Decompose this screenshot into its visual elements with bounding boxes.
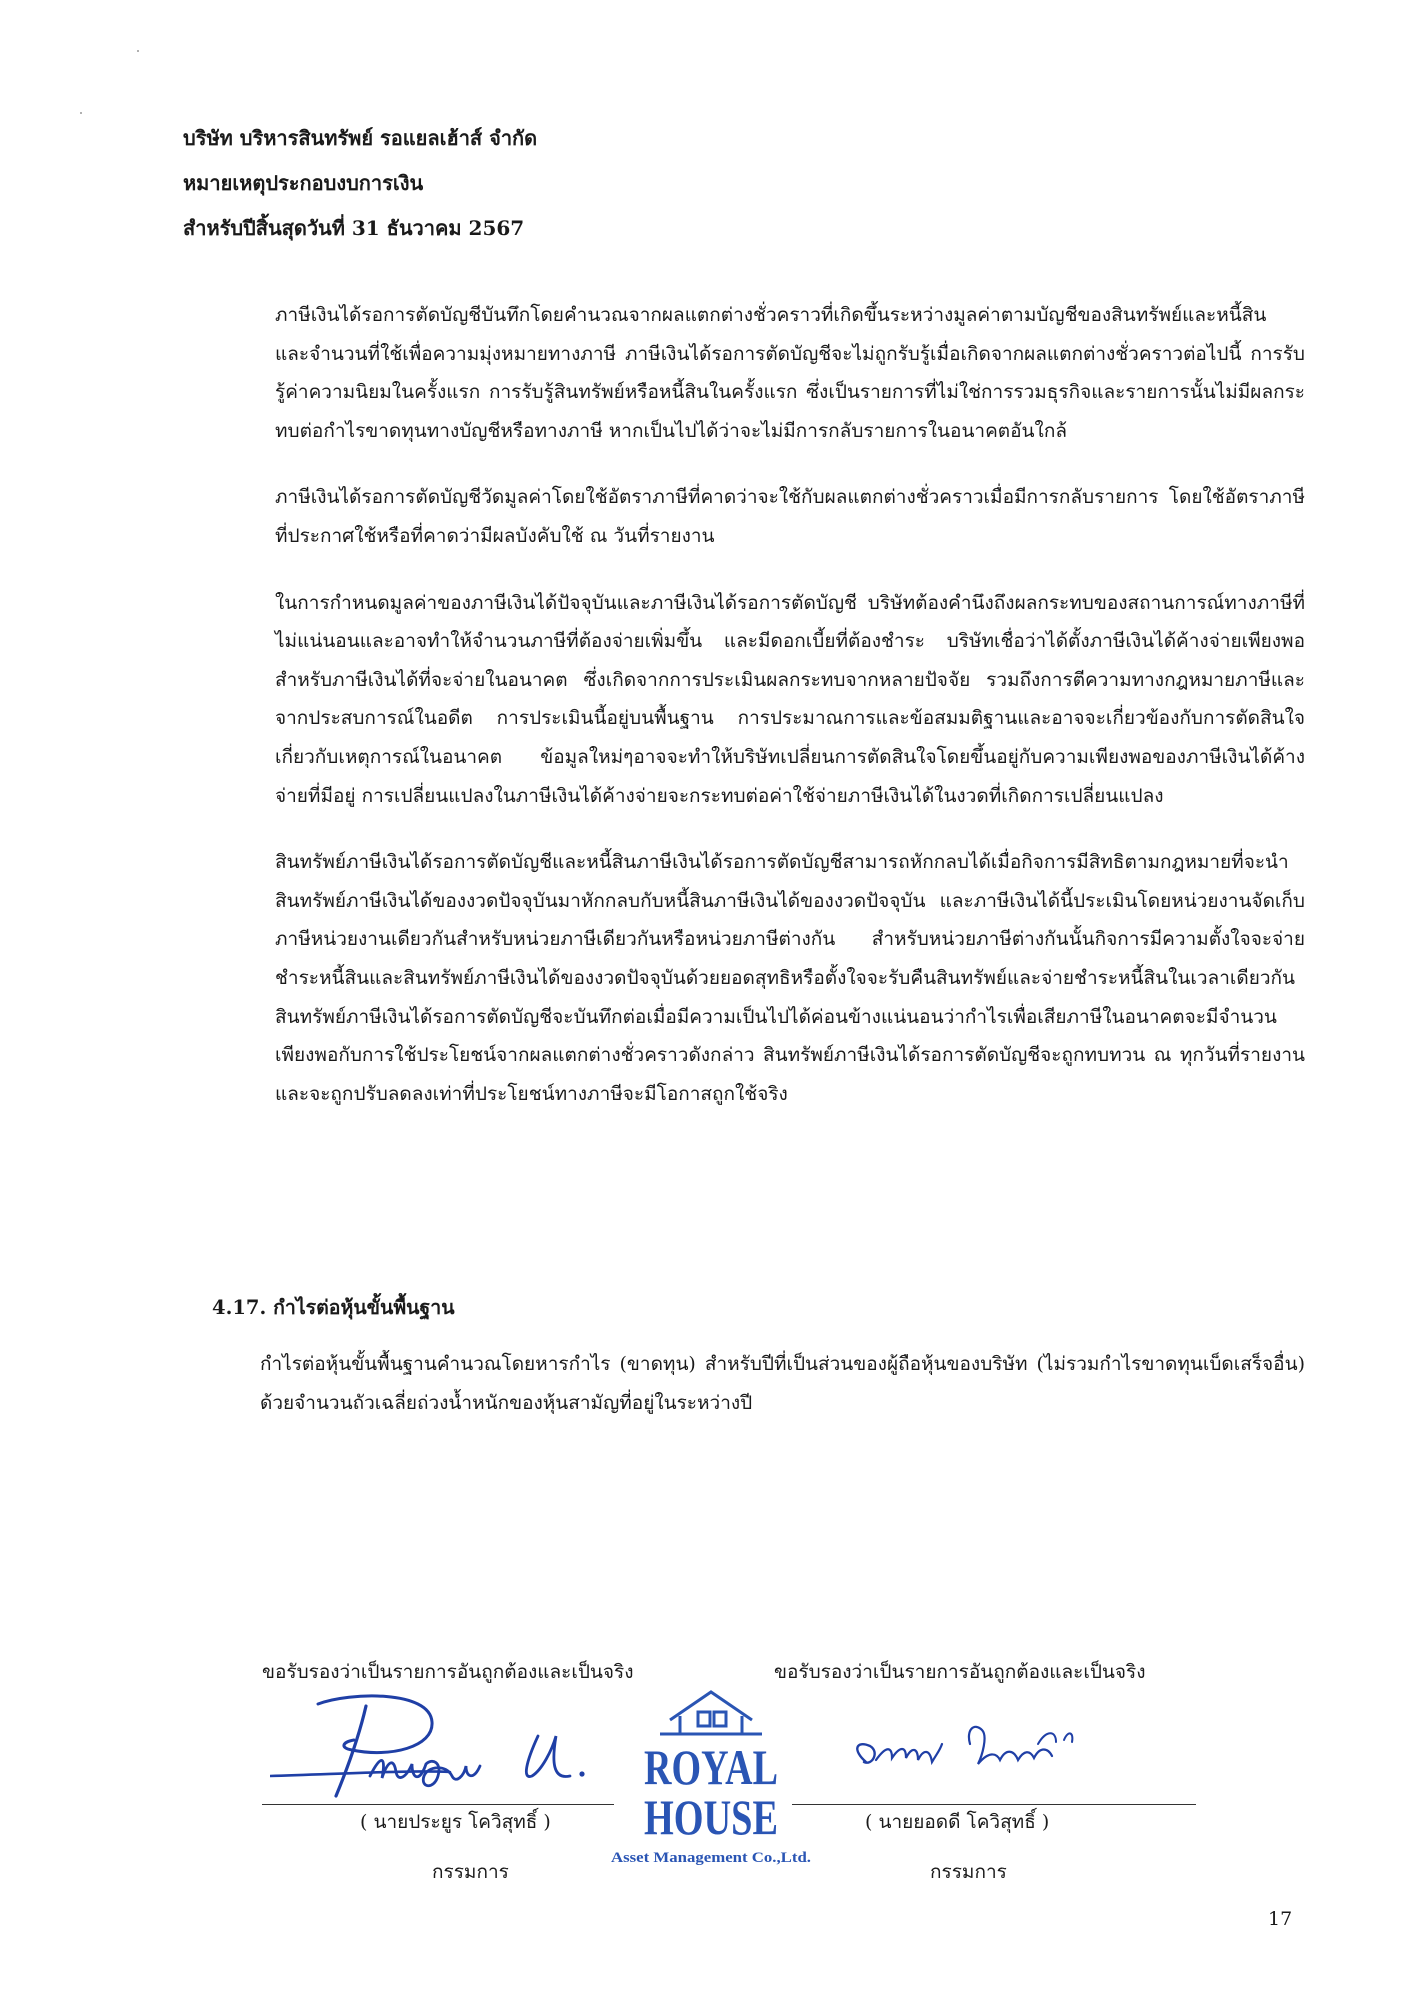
signatory-role-left: กรรมการ — [432, 1861, 509, 1883]
paragraph-offsetting: สินทรัพย์ภาษีเงินได้รอการตัดบัญชีและหนี้สินภาษีเงินได้รอการตัดบัญชีสามารถหักกลบได้เมื่อกิจการมีสิทธิตามกฎหมายที่จะนำสินทรัพย์ภาษีเงินได้ของงวดปัจจุบันมาหักกลบกับหนี้สินภาษีเงินได้ของงวดปัจจุบัน และภาษีเงินได้นี้ประเมินโดยหน่วยงานจัดเก็บภาษีหน่วยงานเดียวกันสำหรับหน่วยภาษีเดียวกันหรือหน่วยภาษีต่างกัน สำหรับหน่วยภาษีต่างกันนั้นกิจการมีความตั้งใจจะจ่ายชำระหนี้สินและสินทรัพย์ภาษีเงินได้ของงวดปัจจุบันด้วยยอดสุทธิหรือตั้งใจจะรับคืนสินทรัพย์และจ่ายชำระหนี้สินในเวลาเดียวกัน สินทรัพย์ภาษีเงินได้รอการตัดบัญชีจะบันทึกต่อเมื่อมีความเป็นไปได้ค่อนข้างแน่นอนว่ากำไรเพื่อเสียภาษีในอนาคตจะมีจำนวนเพียงพอกับการใช้ประโยชน์จากผลแตกต่างชั่วคราวดังกล่าว สินทรัพย์ภาษีเงินได้รอการตัดบัญชีจะถูกทบทวน ณ ทุกวันที่รายงาน และจะถูกปรับลดลงเท่าที่ประโยชน์ทางภาษีจะมีโอกาสถูกใช้จริง — [275, 851, 1305, 1105]
reporting-period: สำหรับปีสิ้นสุดวันที่ 31 ธันวาคม 2567 — [183, 216, 525, 240]
logo-text-house: HOUSE — [644, 1789, 778, 1845]
paragraph-deferred-tax-measurement: ภาษีเงินได้รอการตัดบัญชีวัดมูลค่าโดยใช้อัตราภาษีที่คาดว่าจะใช้กับผลแตกต่างชั่วคราวเมื่อมีการกลับรายการ โดยใช้อัตราภาษีที่ประกาศใช้หรือที่คาดว่ามีผลบังคับใช้ ณ วันที่รายงาน — [275, 486, 1305, 547]
body-content — [275, 296, 1305, 1141]
logo-text-royal: ROYAL — [644, 1739, 778, 1795]
section-body: กำไรต่อหุ้นขั้นพื้นฐานคำนวณโดยหารกำไร (ขาดทุน) สำหรับปีที่เป็นส่วนของผู้ถือหุ้นของบริษัท (ไม่รวมกำไรขาดทุนเบ็ดเสร็จอื่น) ด้วยจำนวนถัวเฉลี่ยถ่วงน้ำหนักของหุ้นสามัญที่อยู่ในระหว่างปี — [260, 1353, 1305, 1414]
signature-right — [842, 1700, 1092, 1800]
certify-text-right: ขอรับรองว่าเป็นรายการอันถูกต้องและเป็นจริง — [774, 1661, 1146, 1683]
logo-text-asset-management: Asset Management Co.,Ltd. — [611, 1850, 812, 1866]
signature-line-left — [262, 1804, 614, 1805]
signature-left — [270, 1692, 620, 1812]
paragraph-deferred-tax-recognition: ภาษีเงินได้รอการตัดบัญชีบันทึกโดยคำนวณจากผลแตกต่างชั่วคราวที่เกิดขึ้นระหว่างมูลค่าตามบัญชีของสินทรัพย์และหนี้สิน และจำนวนที่ใช้เพื่อความมุ่งหมายทางภาษี ภาษีเงินได้รอการตัดบัญชีจะไม่ถูกรับรู้เมื่อเกิดจากผลแตกต่างชั่วคราวต่อไปนี้ การรับรู้ค่าความนิยมในครั้งแรก การรับรู้สินทรัพย์หรือหนี้สินในครั้งแรก ซึ่งเป็นรายการที่ไม่ใช่การรวมธุรกิจและรายการนั้นไม่มีผลกระทบต่อกำไรขาดทุนทางบัญชีหรือทางภาษี หากเป็นไปได้ว่าจะไม่มีการกลับรายการในอนาคตอันใกล้ — [275, 304, 1305, 442]
house-icon — [660, 1692, 762, 1734]
scan-speck — [137, 50, 139, 52]
page-number: 17 — [1268, 1908, 1293, 1930]
document-header — [183, 128, 537, 263]
signatory-name-right: ( นายยอดดี โควิสุทธิ์ ) — [865, 1811, 1050, 1833]
document-title: หมายเหตุประกอบงบการเงิน — [183, 171, 424, 195]
signatory-name-left: ( นายประยูร โควิสุทธิ์ ) — [360, 1811, 551, 1833]
paragraph-uncertain-tax: ในการกำหนดมูลค่าของภาษีเงินได้ปัจจุบันและภาษีเงินได้รอการตัดบัญชี บริษัทต้องคำนึงถึงผลกระทบของสถานการณ์ทางภาษีที่ไม่แน่นอนและอาจทำให้จำนวนภาษีที่ต้องจ่ายเพิ่มขึ้น และมีดอกเบี้ยที่ต้องชำระ บริษัทเชื่อว่าได้ตั้งภาษีเงินได้ค้างจ่ายเพียงพอสำหรับภาษีเงินได้ที่จะจ่ายในอนาคต ซึ่งเกิดจากการประเมินผลกระทบจากหลายปัจจัย รวมถึงการตีความทางกฎหมายภาษีและจากประสบการณ์ในอดีต การประเมินนี้อยู่บนพื้นฐาน การประมาณการและข้อสมมติฐานและอาจจะเกี่ยวข้องกับการตัดสินใจเกี่ยวกับเหตุการณ์ในอนาคต ข้อมูลใหม่ๆอาจจะทำให้บริษัทเปลี่ยนการตัดสินใจโดยขึ้นอยู่กับความเพียงพอของภาษีเงินได้ค้างจ่ายที่มีอยู่ การเปลี่ยนแปลงในภาษีเงินได้ค้างจ่ายจะกระทบต่อค่าใช้จ่ายภาษีเงินได้ในงวดที่เกิดการเปลี่ยนแปลง — [275, 591, 1305, 807]
signature-line-right — [792, 1804, 1196, 1805]
company-name: บริษัท บริหารสินทรัพย์ รอแยลเฮ้าส์ จำกัด — [183, 126, 538, 150]
signatory-role-right: กรรมการ — [930, 1861, 1007, 1883]
company-seal-logo — [600, 1686, 822, 1876]
certify-text-left: ขอรับรองว่าเป็นรายการอันถูกต้องและเป็นจริง — [262, 1661, 634, 1683]
scan-speck — [80, 112, 82, 114]
section-heading: 4.17. กำไรต่อหุ้นขั้นพื้นฐาน — [212, 1296, 455, 1319]
